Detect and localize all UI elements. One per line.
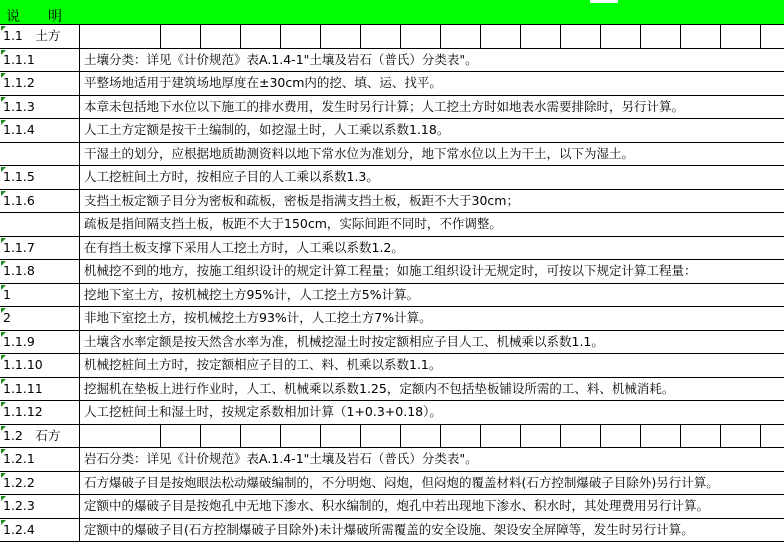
code-cell[interactable]: 1.1.11 [0, 378, 80, 401]
code-cell[interactable]: 1.1.6 [0, 190, 80, 213]
code-cell[interactable]: 1.1 土方 [0, 25, 80, 48]
comment-marker-icon [1, 97, 6, 102]
table-row[interactable] [0, 354, 784, 378]
table-row[interactable] [0, 143, 784, 167]
description-cell[interactable]: 石方爆破子目是按炮眼法松动爆破编制的，不分明炮、闷炮，但闷炮的覆盖材料(石方控制爆破子目除外)另行计算。 [84, 474, 719, 490]
table-row[interactable] [0, 49, 784, 73]
description-cell[interactable]: 机械挖桩间土方时，按定额相应子目的工、料、机乘以系数1.1。 [84, 357, 442, 372]
table-row[interactable] [0, 72, 784, 96]
comment-marker-icon [1, 520, 6, 525]
header-label: 说 明 [6, 9, 62, 25]
code-cell[interactable]: 1.2.3 [0, 495, 80, 518]
comment-marker-icon [1, 261, 6, 266]
comment-marker-icon [1, 285, 6, 290]
code-cell[interactable]: 2 [0, 307, 80, 330]
comment-marker-icon [1, 379, 6, 384]
table-row[interactable] [0, 448, 784, 472]
description-cell[interactable]: 定额中的爆破子目是按炮孔中无地下渗水、积水编制的，炮孔中若出现地下渗水、积水时，其处理费用另行计算。 [84, 498, 710, 513]
code-cell[interactable]: 1.1.8 [0, 260, 80, 283]
code-cell[interactable]: 1.2.1 [0, 448, 80, 471]
section-row[interactable] [0, 425, 784, 449]
table-row[interactable] [0, 96, 784, 120]
description-cell[interactable]: 挖掘机在垫板上进行作业时，人工、机械乘以系数1.25，定额内不包括垫板铺设所需的工、料、机械消耗。 [84, 380, 675, 396]
code-cell[interactable]: 1.1.3 [0, 96, 80, 119]
code-cell[interactable]: 1.2.4 [0, 519, 80, 542]
table-row[interactable] [0, 237, 784, 261]
description-cell[interactable]: 土壤含水率定额是按天然含水率为准，机械挖湿土时按定额相应子目人工、机械乘以系数1.1。 [84, 333, 604, 349]
code-cell[interactable]: 1.1.4 [0, 119, 80, 142]
description-cell[interactable]: 本章未包括地下水位以下施工的排水费用，发生时另行计算；人工挖土方时如地表水需要排除时，另行计算。 [84, 98, 685, 114]
code-cell[interactable]: 1.1.5 [0, 166, 80, 189]
comment-marker-icon [1, 191, 6, 196]
table-row[interactable] [0, 472, 784, 496]
comment-marker-icon [1, 26, 6, 31]
comment-marker-icon [1, 167, 6, 172]
comment-marker-icon [1, 473, 6, 478]
table-row[interactable] [0, 119, 784, 143]
comment-marker-icon [1, 73, 6, 78]
table-row[interactable] [0, 307, 784, 331]
description-cell[interactable]: 土壤分类：详见《计价规范》表A.1.4-1"土壤及岩石（普氏）分类表"。 [84, 51, 478, 67]
description-cell[interactable]: 定额中的爆破子目(石方控制爆破子目除外)未计爆破所需覆盖的安全设施、架设安全屏障等，发生时另行计算。 [84, 521, 694, 537]
comment-marker-icon [1, 50, 6, 55]
code-cell[interactable] [0, 143, 80, 166]
table-row[interactable] [0, 190, 784, 214]
description-cell[interactable]: 疏板是指间隔支挡土板，板距不大于150cm，实际间距不同时，不作调整。 [84, 216, 502, 231]
header-row[interactable] [0, 3, 784, 25]
table-row[interactable] [0, 331, 784, 355]
comment-marker-icon [1, 308, 6, 313]
code-cell[interactable]: 1 [0, 284, 80, 307]
code-cell[interactable]: 1.1.1 [0, 49, 80, 72]
description-cell[interactable]: 人工挖桩间土和湿土时，按规定系数相加计算（1+0.3+0.18）。 [84, 404, 442, 419]
code-cell[interactable] [0, 213, 80, 236]
code-cell[interactable]: 1.2 石方 [0, 425, 80, 448]
table-row[interactable] [0, 378, 784, 402]
description-cell[interactable]: 非地下室挖土方，按机械挖土方93%计，人工挖土方7%计算。 [84, 310, 432, 325]
description-cell[interactable]: 人工土方定额是按干土编制的，如挖湿土时，人工乘以系数1.18。 [84, 122, 450, 137]
table-row[interactable] [0, 260, 784, 284]
comment-marker-icon [1, 449, 6, 454]
table-row[interactable] [0, 213, 784, 237]
description-cell[interactable]: 岩石分类：详见《计价规范》表A.1.4-1"土壤及岩石（普氏）分类表"。 [84, 451, 478, 466]
code-cell[interactable]: 1.2.2 [0, 472, 80, 495]
code-cell[interactable]: 1.1.9 [0, 331, 80, 354]
description-cell[interactable]: 干湿土的划分，应根据地质勘测资料以地下常水位为准划分，地下常水位以上为干土，以下为湿土。 [84, 145, 635, 161]
table-row[interactable] [0, 401, 784, 425]
comment-marker-icon [1, 332, 6, 337]
description-cell[interactable]: 平整场地适用于建筑场地厚度在±30cm内的挖、填、运、找平。 [84, 75, 442, 90]
comment-marker-icon [1, 426, 6, 431]
comment-marker-icon [1, 402, 6, 407]
comment-marker-icon [1, 238, 6, 243]
code-cell[interactable]: 1.1.7 [0, 237, 80, 260]
comment-marker-icon [1, 355, 6, 360]
section-row[interactable] [0, 25, 784, 49]
code-cell[interactable]: 1.1.2 [0, 72, 80, 95]
description-cell[interactable]: 机械挖不到的地方，按施工组织设计的规定计算工程量；如施工组织设计无规定时，可按以下规定计算工程量： [84, 263, 697, 278]
description-cell[interactable]: 人工挖桩间土方时，按相应子目的人工乘以系数1.3。 [84, 169, 379, 184]
code-cell[interactable]: 1.1.12 [0, 401, 80, 424]
code-cell[interactable]: 1.1.10 [0, 354, 80, 377]
table-row[interactable] [0, 495, 784, 519]
comment-marker-icon [1, 496, 6, 501]
table-row[interactable] [0, 284, 784, 308]
table-row[interactable] [0, 519, 784, 543]
description-cell[interactable]: 在有挡土板支撑下采用人工挖土方时，人工乘以系数1.2。 [84, 239, 404, 255]
table-row[interactable] [0, 166, 784, 190]
description-cell[interactable]: 挖地下室土方，按机械挖土方95%计，人工挖土方5%计算。 [84, 286, 420, 302]
description-cell[interactable]: 支挡土板定额子目分为密板和疏板，密板是指满支挡土板，板距不大于30cm； [84, 192, 519, 208]
comment-marker-icon [1, 120, 6, 125]
